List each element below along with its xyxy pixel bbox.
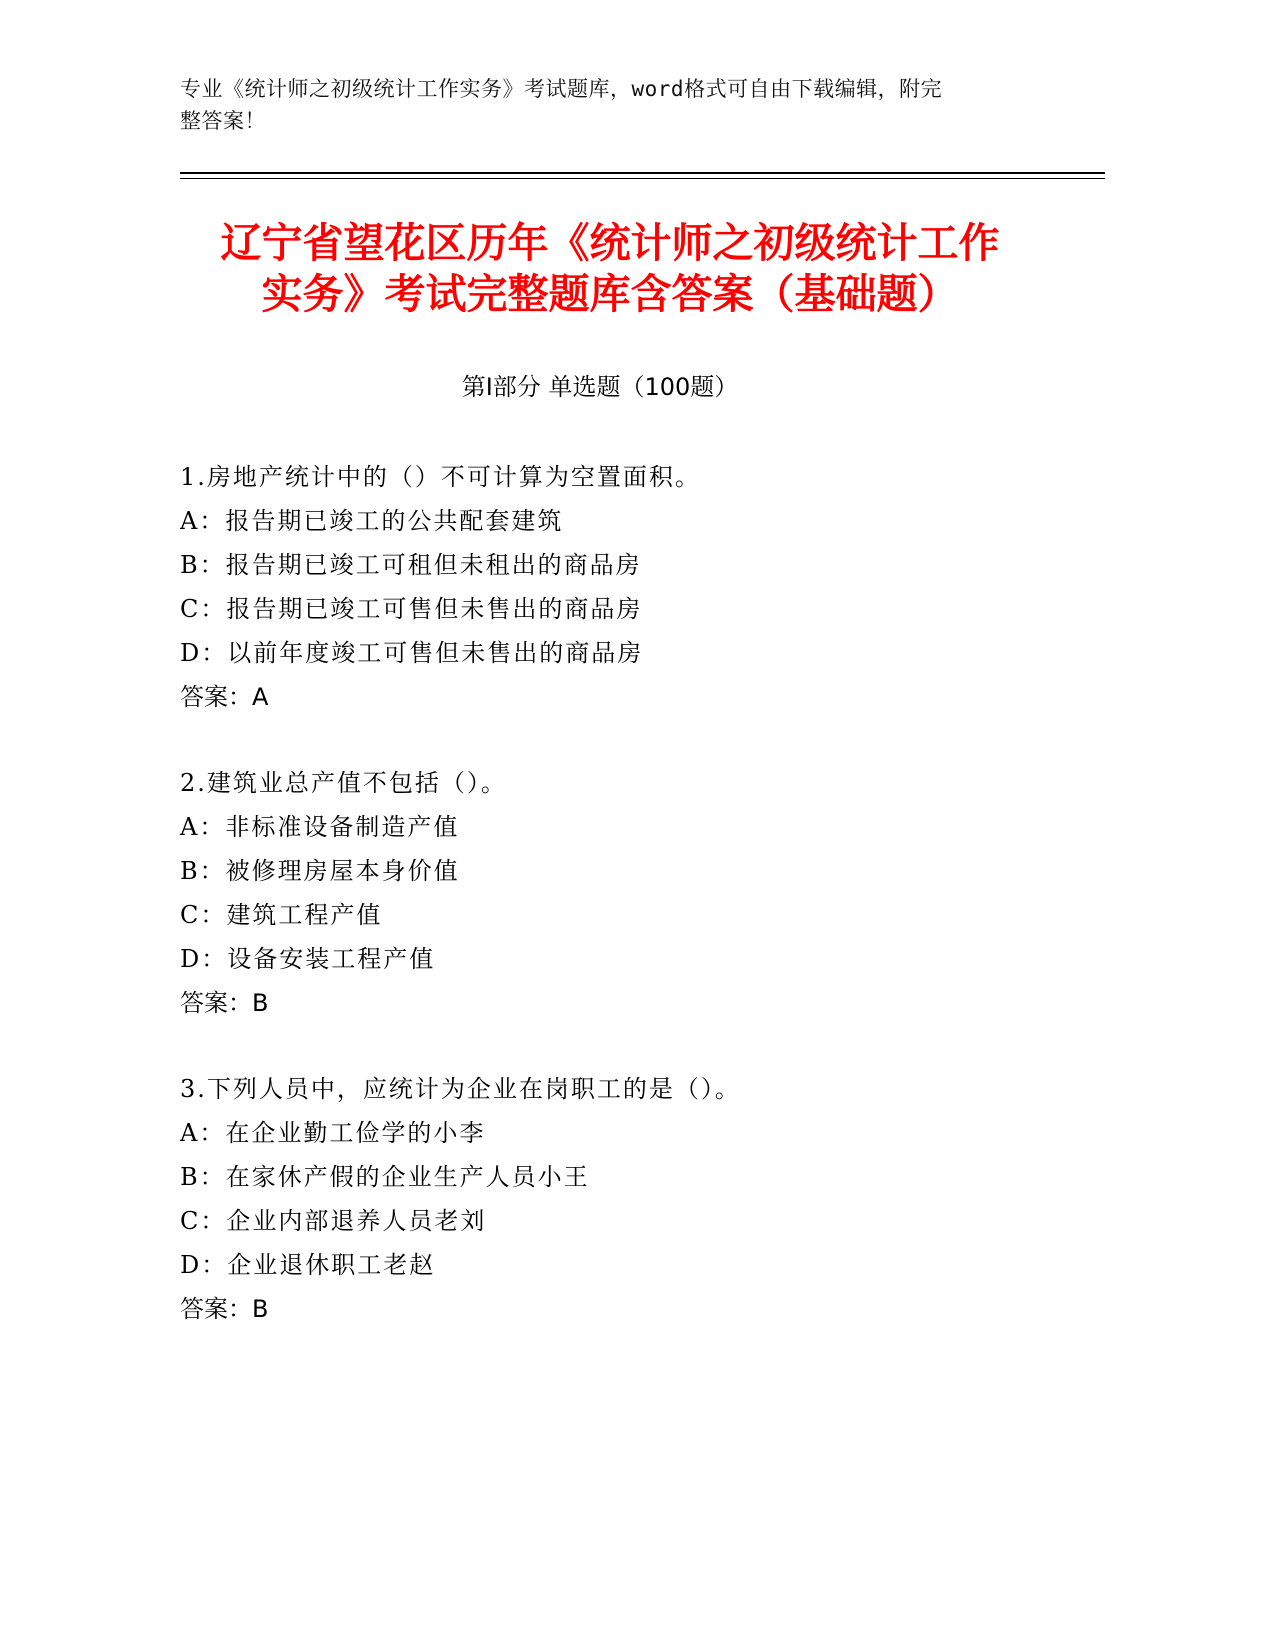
document-title-line-1: 辽宁省望花区历年《统计师之初级统计工作 (220, 219, 1000, 267)
option-a: A：在企业勤工俭学的小李 (180, 1119, 486, 1147)
option-b: B：在家休产假的企业生产人员小王 (180, 1163, 590, 1191)
answer-text: 答案：A (180, 683, 269, 711)
document-title-line-2: 实务》考试完整题库含答案（基础题） (261, 270, 959, 318)
header-note-line-1: 专业《统计师之初级统计工作实务》考试题库，word格式可自由下载编辑，附完 (180, 77, 943, 101)
document-title (170, 218, 1050, 320)
question-item (180, 1067, 1080, 1331)
question-item (180, 761, 1080, 1025)
header-divider-thin (180, 178, 1105, 179)
question-stem: 2.建筑业总产值不包括（）。 (180, 769, 507, 797)
option-a: A：报告期已竣工的公共配套建筑 (180, 507, 564, 535)
question-item (180, 455, 1080, 719)
question-stem: 3.下列人员中，应统计为企业在岗职工的是（）。 (180, 1075, 741, 1103)
option-a: A：非标准设备制造产值 (180, 813, 460, 841)
option-d: D：设备安装工程产值 (180, 945, 436, 973)
option-c: C：报告期已竣工可售但未售出的商品房 (180, 595, 643, 623)
option-d: D：企业退休职工老赵 (180, 1251, 436, 1279)
section-heading: 第Ⅰ部分 单选题（100题） (461, 373, 739, 401)
answer-text: 答案：B (180, 1295, 269, 1323)
header-note-line-2: 整答案！ (180, 109, 266, 133)
option-d: D：以前年度竣工可售但未售出的商品房 (180, 639, 644, 667)
option-b: B：报告期已竣工可租但未租出的商品房 (180, 551, 642, 579)
question-stem: 1.房地产统计中的（）不可计算为空置面积。 (180, 463, 701, 491)
answer-text: 答案：B (180, 989, 269, 1017)
option-b: B：被修理房屋本身价值 (180, 857, 460, 885)
header-divider-thick (180, 172, 1105, 174)
option-c: C：企业内部退养人员老刘 (180, 1207, 487, 1235)
header-note (180, 73, 1060, 137)
option-c: C：建筑工程产值 (180, 901, 383, 929)
question-list (180, 455, 1080, 1373)
